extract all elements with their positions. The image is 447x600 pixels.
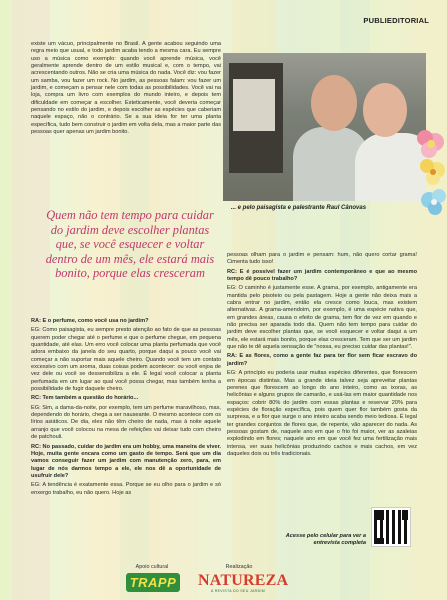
photo-caption: ... e pelo paisagista e palestrante Raul Cânovas — [231, 205, 367, 211]
answer: pessoas olham para o jardim e pensam: hum, não quero cortar grama! Cimenta tudo isso! — [227, 252, 417, 266]
flower-decoration — [407, 120, 447, 230]
question: RC: No passado, cuidar do jardim era um hobby, uma maneira de viver. Hoje, muita gente encara como um gasto de tempo. Será que um dia vamos conseguir fazer um jardim com manutenção zero, para, em lugar de nós darmos tempo a ele, ele nos dê a oportunidade de usufruir dele? — [31, 443, 221, 479]
question: RC: Tem também a questão do horário... — [31, 395, 139, 402]
question: RA: E o perfume, como você usa no jardim? — [31, 318, 149, 324]
flower-icon — [421, 189, 446, 215]
answer: EG: A tendência é exatamente essa. Porque se eu olho para o jardim e só enxergo trabalho, eu não quero. Hoje as — [31, 482, 221, 496]
person-right-head — [363, 83, 407, 137]
answer: EG: A princípio eu poderia usar muitas espécies diferentes, que florescem em épocas distintas. Mas a grande ideia talvez seja apreveitar plantas perenes que florescem ao longo do ano inteiro, como as ixoras, as helicônias e alguns grupos de camarão, e usá-las em maior quantidade nos espaços: cobrir 80% do jardim com essas plantas e reservar 20% para espécies de floração específica, pois quem quer flor também gosta da surpresa, e a flor que surge o ano inteiro acaba sendo meio tediosa. É legal ter grandes conjuntos de flores que, de repente, vão aparecer do nada. As pessoas gostam de, naquele ano em que o frio foi maior, ver as azaleias explodindo em flores; naquele ano em que você fez uma fertilização mais intensa, ver suas helicônias produzindo cachos e mais cachos, em vez daqueles dois ou três tradicionais. — [227, 370, 417, 457]
natureza-logo-subtitle: A REVISTA DO SEU JARDIM — [210, 589, 266, 593]
section-tag: PUBLIEDITORIAL — [363, 16, 429, 25]
paragraph: existe um vácuo, principalmente no Brasil. A gente acabou seguindo uma regra meio que usual, e todo jardim acaba tendo a mesma cara. Eu sempre uso a música como exemplo: quando você aprende música, você geralmente aprende dentro de um estilo musical e, com o tempo, vai acrescentando outros. Não se cria uma música do nada. Você diz: vou fazer um samba, vou fazer um rock. No jardim, as pessoas falam: vou fazer um jardim, e começam a pensar nele com todas as possibilidades. Você vai na loja, compra um livro com exemplos do mundo inteiro, e depois tem dificuldade em começar a escolher. Esteticamente, você deveria começar pensando no estilo do jardim, e depois escolher as espécies que caberiam naquele espaço, não o contrário. Se a sua ideia for ter uma planta específica, tudo bem construir o jardim em volta dela, mas a maior parte das pessoas quer apenas um jardim bonito. — [31, 41, 221, 136]
trapp-logo: TRAPP — [126, 573, 180, 592]
column-right — [227, 252, 417, 460]
question: RC: E é possível fazer um jardim contemporâneo e que ao mesmo tempo dê pouco trabalho? — [227, 268, 417, 283]
qr-note: Acesse pelo celular para ver a entrevista completa — [285, 533, 366, 546]
flower-icon — [420, 159, 445, 185]
answer: EG: O caminho é justamente esse. A grama, por exemplo, antigamente era mantida pelo pisoteio ou pela pastagem. Hoje a gente não deixa mais a cabra entrar no jardim, então ela cresce como louca, mas existem alternativas. A grama-amendoim, por exemplo, é uma espécie nativa que, em grandes áreas, causa o efeito de grama, tem flor de vez em quando e não precisa ser aparada todo dia. Quem não tem tempo para cuidar do jardim deve escolher plantas que, se você esquecer e voltar daqui a um mês, ele estará mais bonito, porque elas cresceram. Tem que ser um jardim que não te dê aquela sensação de "nossa, eu preciso cuidar das plantas!". — [227, 285, 417, 351]
interview-photo — [223, 53, 426, 201]
person-left-head — [311, 75, 357, 131]
pull-quote: Quem não tem tempo para cuidar do jardim deve escolher plantas que, se você esquecer e voltar dentro de um mês, ele estará mais bonito, porque elas cresceram — [45, 208, 215, 281]
book — [233, 79, 275, 131]
natureza-logo — [198, 572, 289, 596]
qr-code[interactable] — [372, 508, 410, 546]
support-label: Apoio cultural — [135, 564, 169, 570]
column-left — [31, 318, 221, 499]
natureza-logo-word: NATUREZA — [198, 572, 289, 589]
answer: EG: Como paisagista, eu sempre presto atenção ao fato de que as pessoas querem poder chegar até o perfume e que o perfume chegue, em pequena quantidade, até elas. Um erro você colocar uma planta perfumada que você adora embaixo da janela do seu quarto, porque daqui a pouco você vai começar a não suportar mais aquele cheiro. Quando você tem um contato excessivo com um aroma, duas coisas podem acontecer: ou você enjoa de vez dele ou você se dessensibiliza a ele. É legal você colocar a planta perfumada em um lugar ao qual você possa chegar, mas também tenha a possibilidade de fugir daquele cheiro. — [31, 327, 221, 393]
realization-label: Realização — [225, 564, 253, 570]
flower-icon — [417, 130, 444, 158]
question: RA: E as flores, como a gente faz para ter flor sem ficar escravo do jardim? — [227, 353, 417, 367]
answer: EG: Sim, a dama-da-noite, por exemplo, tem um perfume maravilhoso, mas, dependendo do horário, chega a ser nauseante. O mesmo acontece com os lírios asiáticos. De dia, eles não têm cheiro de nada, mas à noite aquele arranjo que você colocou na mesa de refeições vai deixar tudo com cheiro de patchouli. — [31, 404, 221, 441]
column-intro — [31, 41, 221, 138]
